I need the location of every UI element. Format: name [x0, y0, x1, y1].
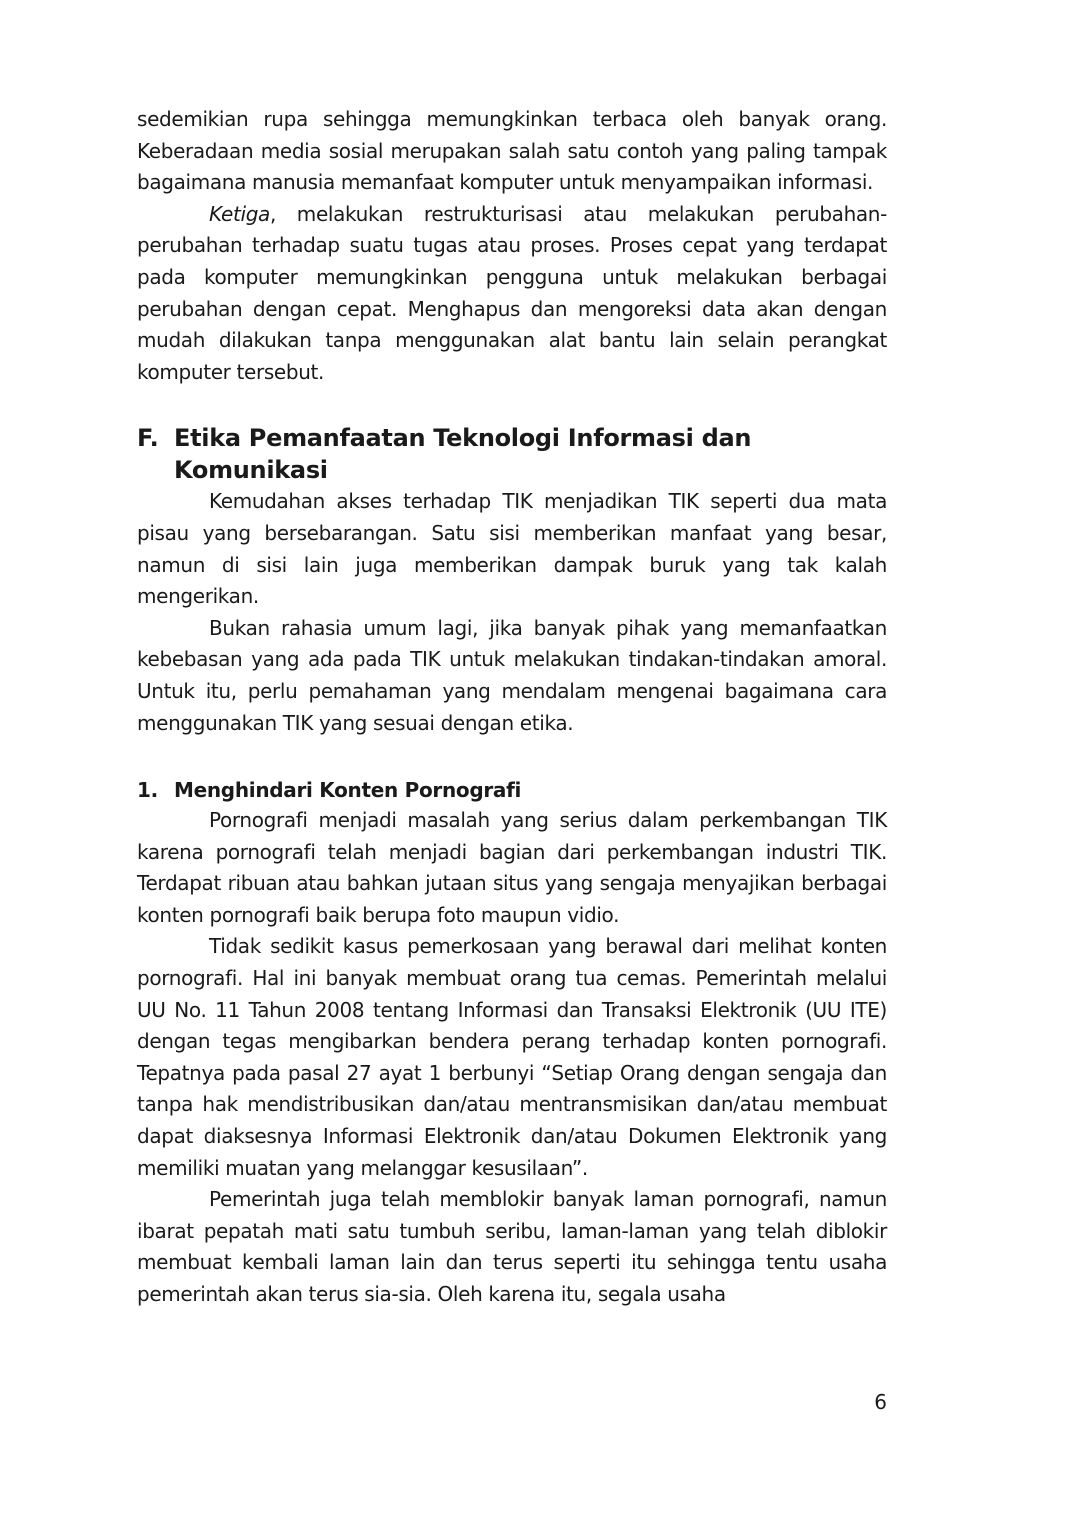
paragraph-ketiga-text: , melakukan restrukturisasi atau melakukan perubahan-perubahan terhadap suatu tugas atau proses. Proses cepat yang terdapat pada komputer memungkinkan pengguna untuk melakukan berbagai perubahan dengan cepat. Menghapus dan mengoreksi data akan dengan mudah dilakukan tanpa menggunakan alat bantu lain selain perangkat komputer tersebut. [137, 201, 887, 384]
section-number: F. [137, 424, 159, 453]
section-paragraph-1: Kemudahan akses terhadap TIK menjadikan TIK seperti dua mata pisau yang bersebarangan. Satu sisi memberikan manfaat yang besar, namun di sisi lain juga memberikan dampak buruk yang tak kalah mengerikan. [137, 489, 887, 609]
subsection-number: 1. [137, 778, 158, 803]
emphasis-ketiga: Ketiga [209, 201, 270, 226]
subsection-paragraph-1: Pornografi menjadi masalah yang serius dalam perkembangan TIK karena pornografi telah menjadi bagian dari perkembangan industri TIK. Terdapat ribuan atau bahkan jutaan situs yang sengaja menyajikan berbagai konten pornografi baik berupa foto maupun vidio. [137, 808, 887, 927]
section-paragraph-2: Bukan rahasia umum lagi, jika banyak pihak yang memanfaatkan kebebasan yang ada pada TIK untuk melakukan tindakan-tindakan amoral. Untuk itu, perlu pemahaman yang mendalam mengenai bagaimana cara menggunakan TIK yang sesuai dengan etika. [137, 615, 887, 735]
paragraph-continuation: sedemikian rupa sehingga memungkinkan terbaca oleh banyak orang. Keberadaan media sosial merupakan salah satu contoh yang paling tampak bagaimana manusia memanfaat komputer untuk menyampaikan informasi. [137, 107, 887, 195]
section-title: Etika Pemanfaatan Teknologi Informasi dan Komunikasi [174, 424, 752, 485]
section-heading [137, 422, 887, 486]
page-number: 6 [874, 1390, 887, 1414]
subsection-heading [137, 775, 887, 805]
subsection-paragraph-2: Tidak sedikit kasus pemerkosaan yang berawal dari melihat konten pornografi. Hal ini banyak membuat orang tua cemas. Pemerintah melalui UU No. 11 Tahun 2008 tentang Informasi dan Transaksi Elektronik (UU ITE) dengan tegas mengibarkan bendera perang terhadap konten pornografi. Tepatnya pada pasal 27 ayat 1 berbunyi “Setiap Orang dengan sengaja dan tanpa hak mendistribusikan dan/atau mentransmisikan dan/atau membuat dapat diaksesnya Informasi Elektronik dan/atau Dokumen Elektronik yang memiliki muatan yang melanggar kesusilaan”. [137, 934, 887, 1180]
page-content [137, 104, 887, 1311]
paragraph-ketiga [137, 199, 887, 389]
subsection-title: Menghindari Konten Pornografi [174, 778, 522, 803]
subsection-paragraph-3: Pemerintah juga telah memblokir banyak laman pornografi, namun ibarat pepatah mati satu tumbuh seribu, laman-laman yang telah diblokir membuat kembali laman lain dan terus seperti itu sehingga tentu usaha pemerintah akan terus sia-sia. Oleh karena itu, segala usaha [137, 1187, 887, 1306]
